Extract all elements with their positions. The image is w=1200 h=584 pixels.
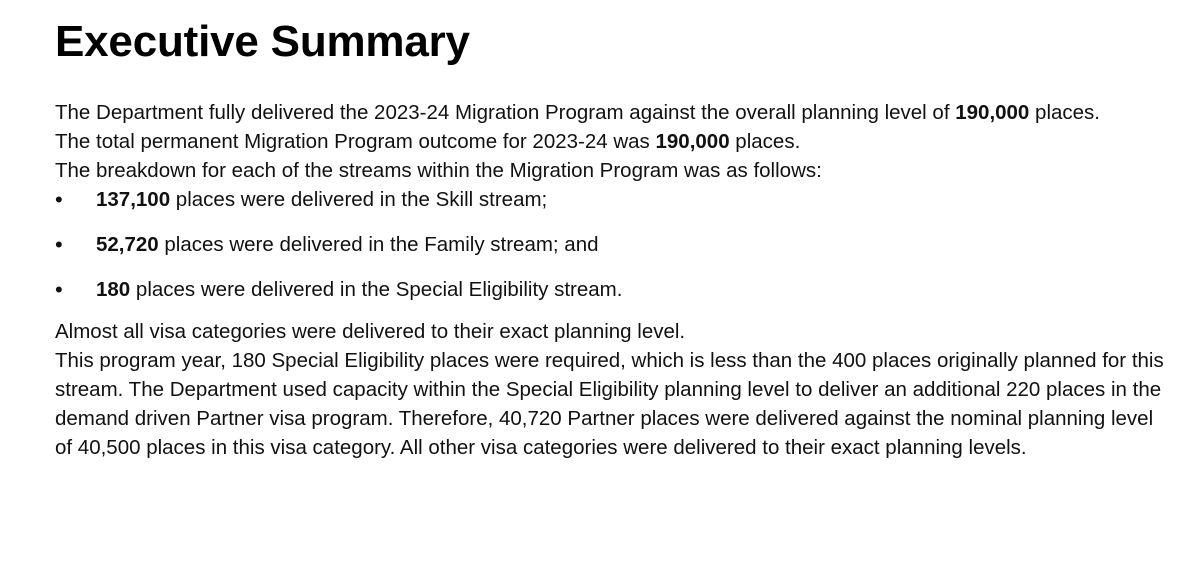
bold-value: 137,100: [96, 188, 171, 211]
bullet-icon: •: [55, 187, 63, 212]
list-item: [55, 275, 1170, 304]
page-title: Executive Summary: [55, 17, 470, 66]
list-item: [55, 185, 1170, 214]
paragraph-outcome: [55, 127, 1170, 156]
bold-value: 180: [96, 278, 131, 301]
bullet-icon: •: [55, 277, 63, 302]
paragraph-breakdown-intro: The breakdown for each of the streams within the Migration Program was as follows:: [55, 159, 822, 182]
bullet-icon: •: [55, 232, 63, 257]
paragraph-text: The total permanent Migration Program outcome for 2023-24 was: [55, 130, 656, 153]
list-item-text: places were delivered in the Family stream; and: [158, 233, 599, 256]
paragraph-planning-level: [55, 98, 1170, 127]
paragraph-text: places.: [729, 130, 801, 153]
list-item-text: places were delivered in the Skill stream;: [170, 188, 548, 211]
paragraph-program-year: This program year, 180 Special Eligibility places were required, which is less than the 400 places originally planned for this stream. The Department used capacity within the Special Eligibility planning level to deliver an additional 220 places in the demand driven Partner visa program. Therefore, 40,720 Partner places were delivered against the nominal planning level of 40,500 places in this visa category. All other visa categories were delivered to their exact planning levels.: [55, 349, 1164, 459]
document-page: [55, 16, 1170, 462]
bold-value: 190,000: [655, 130, 730, 153]
paragraph-text: places.: [1029, 101, 1100, 124]
bold-value: 52,720: [96, 233, 159, 256]
bold-value: 190,000: [955, 101, 1030, 124]
paragraph-text: The Department fully delivered the 2023-24 Migration Program against the overall planning level of: [55, 101, 956, 124]
list-item-text: places were delivered in the Special Eligibility stream.: [130, 278, 623, 301]
list-item: [55, 230, 1170, 259]
paragraph-exact-planning: Almost all visa categories were delivered to their exact planning level.: [55, 320, 686, 343]
stream-breakdown-list: [55, 185, 1170, 304]
